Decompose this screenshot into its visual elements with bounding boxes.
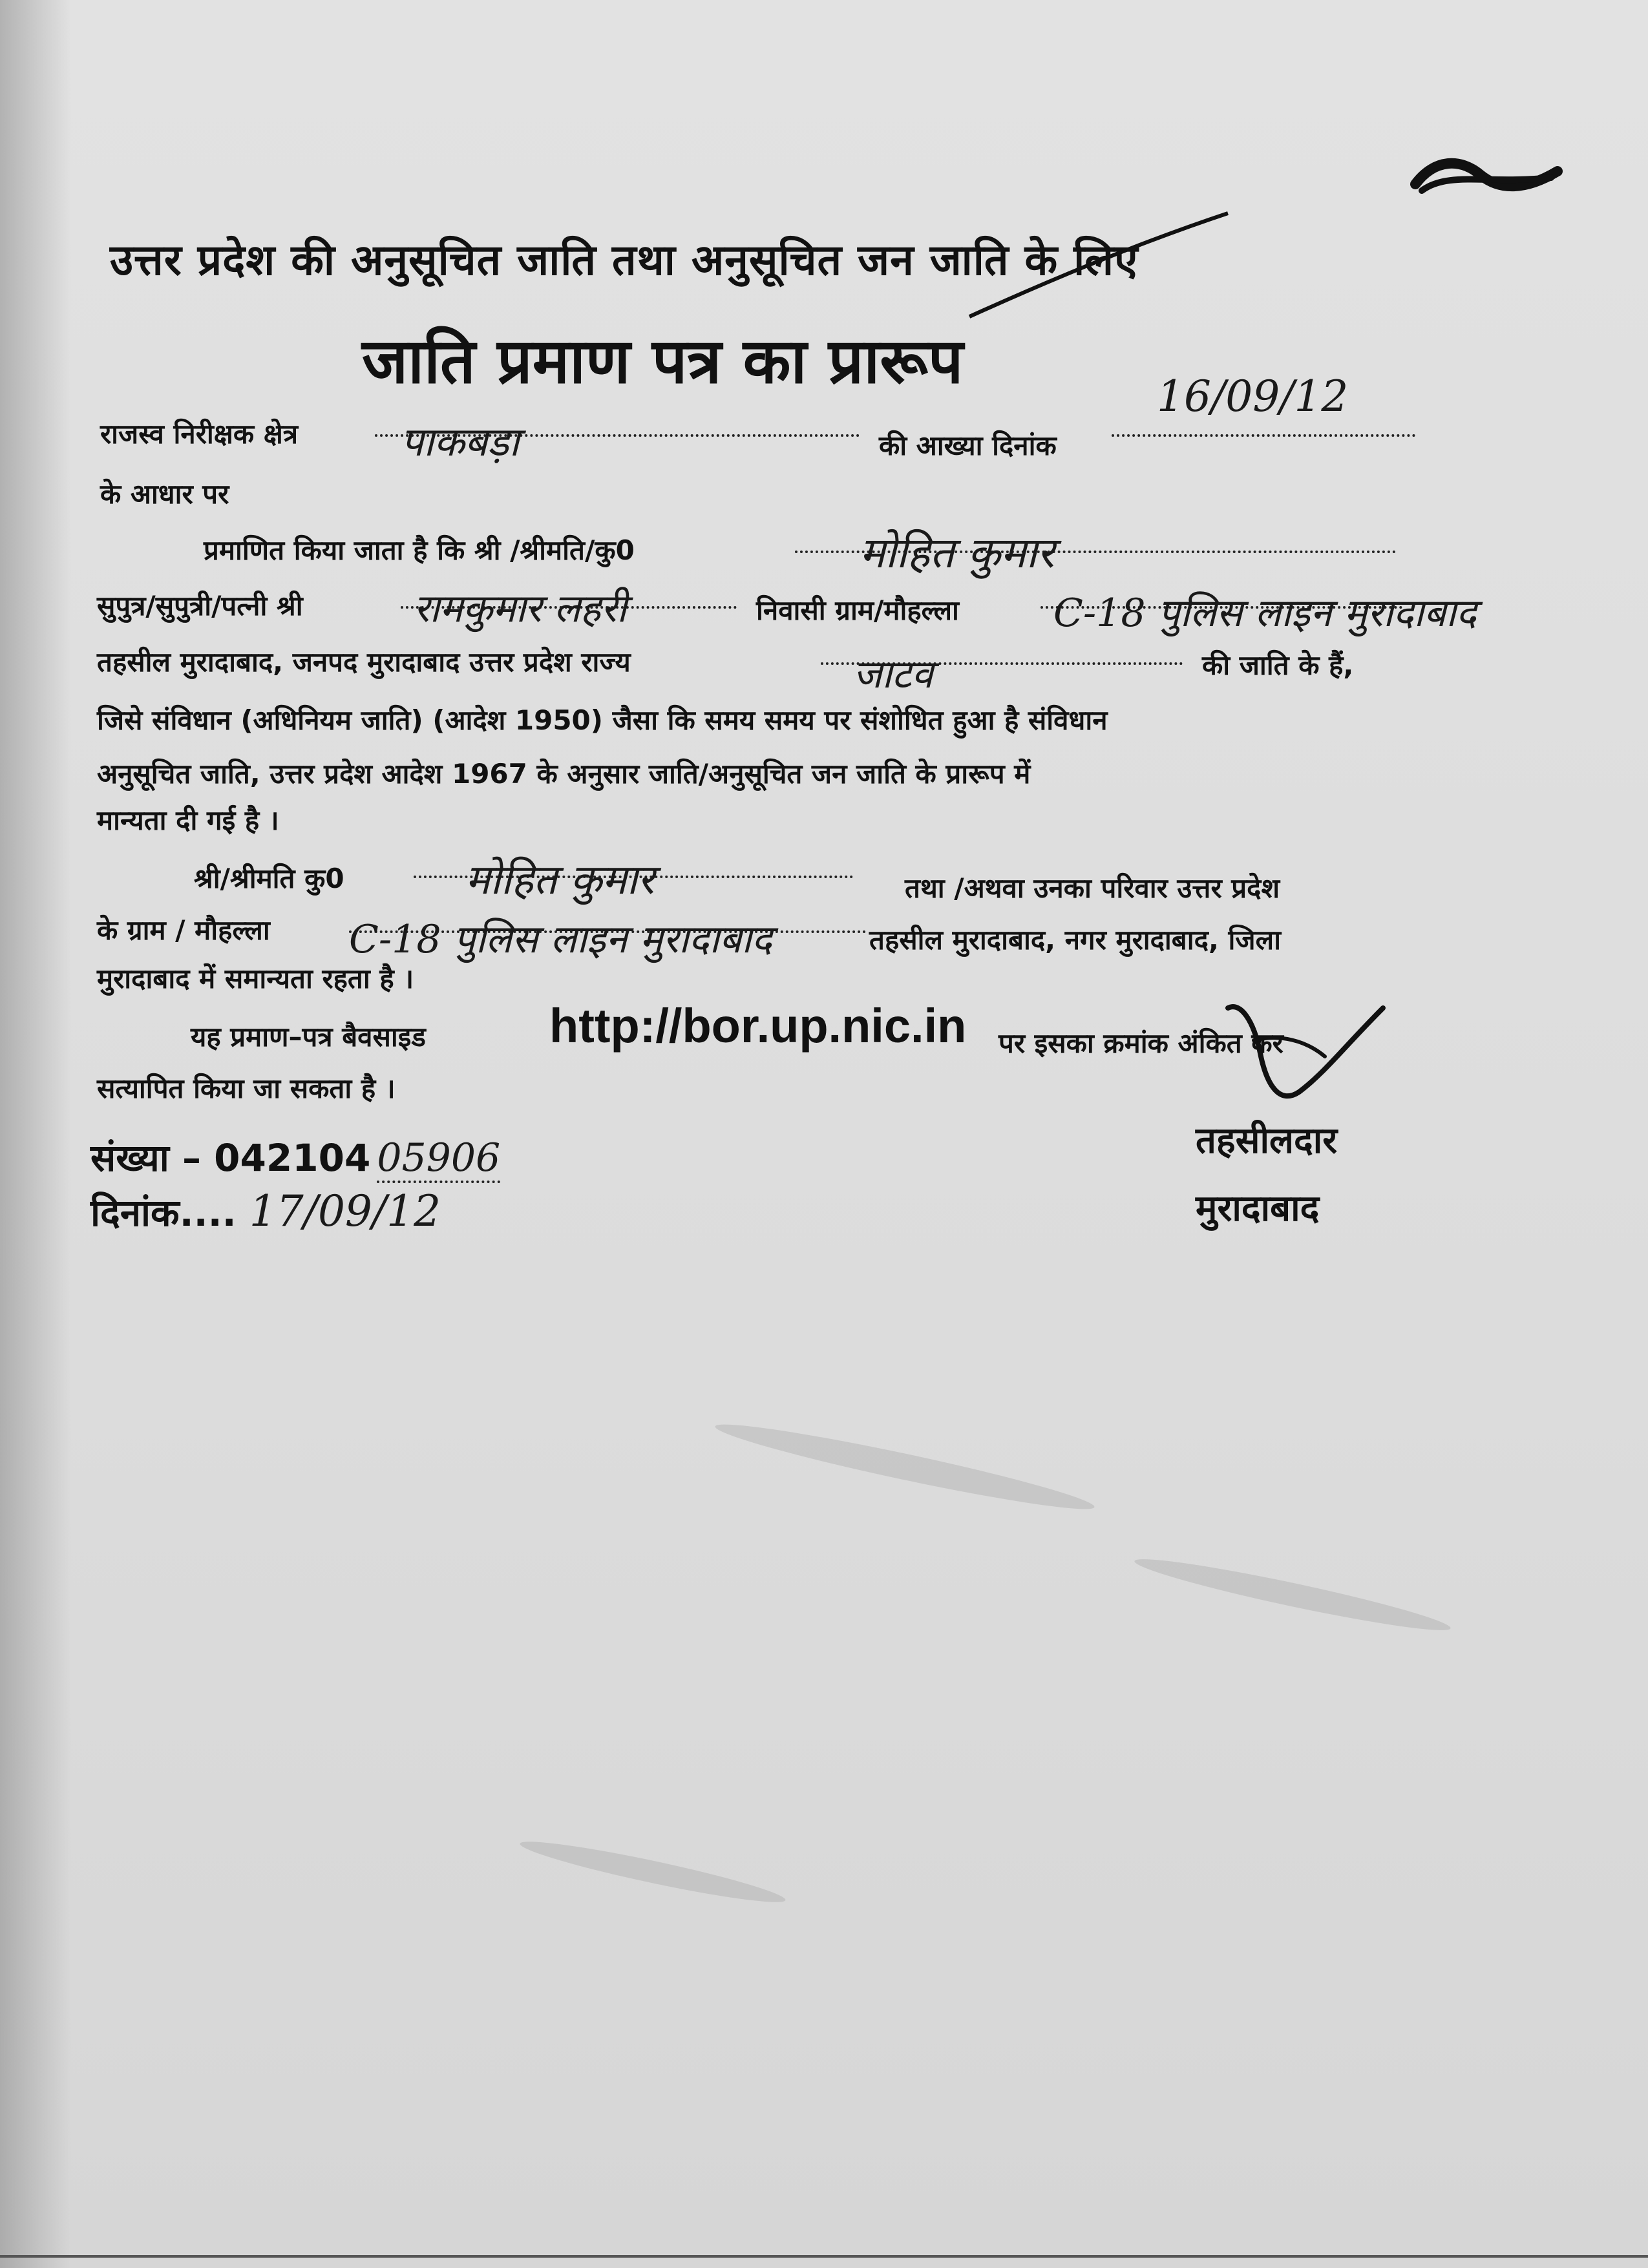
label-area: राजस्व निरीक्षक क्षेत्र: [100, 418, 299, 450]
value-report-date: 16/09/12: [1157, 372, 1349, 421]
label-certify: प्रमाणित किया जाता है कि श्री /श्रीमति/कु0: [204, 534, 635, 566]
value-number: 05906: [377, 1135, 500, 1183]
officer-title: तहसीलदार: [1196, 1120, 1338, 1162]
label-verification-suffix: पर इसका क्रमांक अंकित कर: [998, 1027, 1284, 1059]
field-line-report-date: [1112, 434, 1415, 437]
label-residing: मुरादाबाद में समान्यता रहता है ।: [97, 963, 414, 994]
label-date: दिनांक....: [90, 1191, 237, 1235]
page-bottom-border: [0, 2255, 1648, 2258]
body-line-1: जिसे संविधान (अधिनियम जाति) (आदेश 1950) जैसा कि समय समय पर संशोधित हुआ है संविधान: [97, 704, 1108, 736]
signature-icon: [1215, 995, 1409, 1124]
label-caste-suffix: की जाति के हैं,: [1202, 649, 1354, 681]
scan-smudge: [712, 1414, 1097, 1520]
officer-place: मुरादाबाद: [1196, 1188, 1320, 1230]
label-residence-person: श्री/श्रीमति कु0: [194, 863, 344, 894]
certificate-heading: उत्तर प्रदेश की अनुसूचित जाति तथा अनुसूचित जन जाति के लिए: [110, 235, 1139, 285]
value-area: पाकबड़ा: [401, 418, 520, 465]
label-parent: सुपुत्र/सुपुत्री/पत्नी श्री: [97, 590, 303, 622]
value-residence-name: मोहित कुमार: [465, 856, 655, 904]
label-resident: निवासी ग्राम/मौहल्ला: [756, 594, 959, 626]
label-tehsil: तहसील मुरादाबाद, जनपद मुरादाबाद उत्तर प्रदेश राज्य: [97, 646, 631, 678]
label-residence-tehsil: तहसील मुरादाबाद, नगर मुरादाबाद, जिला: [869, 924, 1281, 956]
value-caste: जाटव: [853, 652, 933, 697]
certificate-title: जाति प्रमाण पत्र का प्रारूप: [362, 325, 964, 397]
body-line-3: मान्यता दी गई है ।: [97, 804, 279, 836]
value-parent: रामकुमार लहरी: [414, 586, 627, 631]
label-verification-prefix: यह प्रमाण–पत्र बैवसाइड: [191, 1021, 426, 1053]
scan-edge-shadow: [0, 0, 71, 2268]
label-report-date: की आख्या दिनांक: [879, 430, 1057, 461]
label-number: संख्या – 042104: [90, 1136, 371, 1180]
value-date: 17/09/12: [249, 1186, 441, 1236]
verification-line-2: सत्यापित किया जा सकता है ।: [97, 1073, 396, 1104]
scribble-mark-icon: [1409, 145, 1564, 204]
verification-url: http://bor.up.nic.in: [549, 999, 967, 1053]
issue-date: [90, 1186, 441, 1237]
body-line-2: अनुसूचित जाति, उत्तर प्रदेश आदेश 1967 के अनुसार जाति/अनुसूचित जन जाति के प्रारूप में: [97, 758, 1031, 790]
value-resident: C-18 पुलिस लाइन मुरादाबाद: [1053, 591, 1477, 636]
label-basis: के आधार पर: [100, 478, 229, 510]
label-family: तथा /अथवा उनका परिवार उत्तर प्रदेश: [905, 872, 1280, 904]
scan-smudge: [1132, 1549, 1453, 1639]
strike-mark: [963, 207, 1234, 323]
value-name: मोहित कुमार: [860, 528, 1055, 578]
label-village: के ग्राम / मौहल्ला: [97, 914, 270, 946]
certificate-number: [90, 1131, 500, 1182]
value-village: C-18 पुलिस लाइन मुरादाबाद: [349, 917, 772, 962]
scan-smudge: [518, 1833, 788, 1911]
